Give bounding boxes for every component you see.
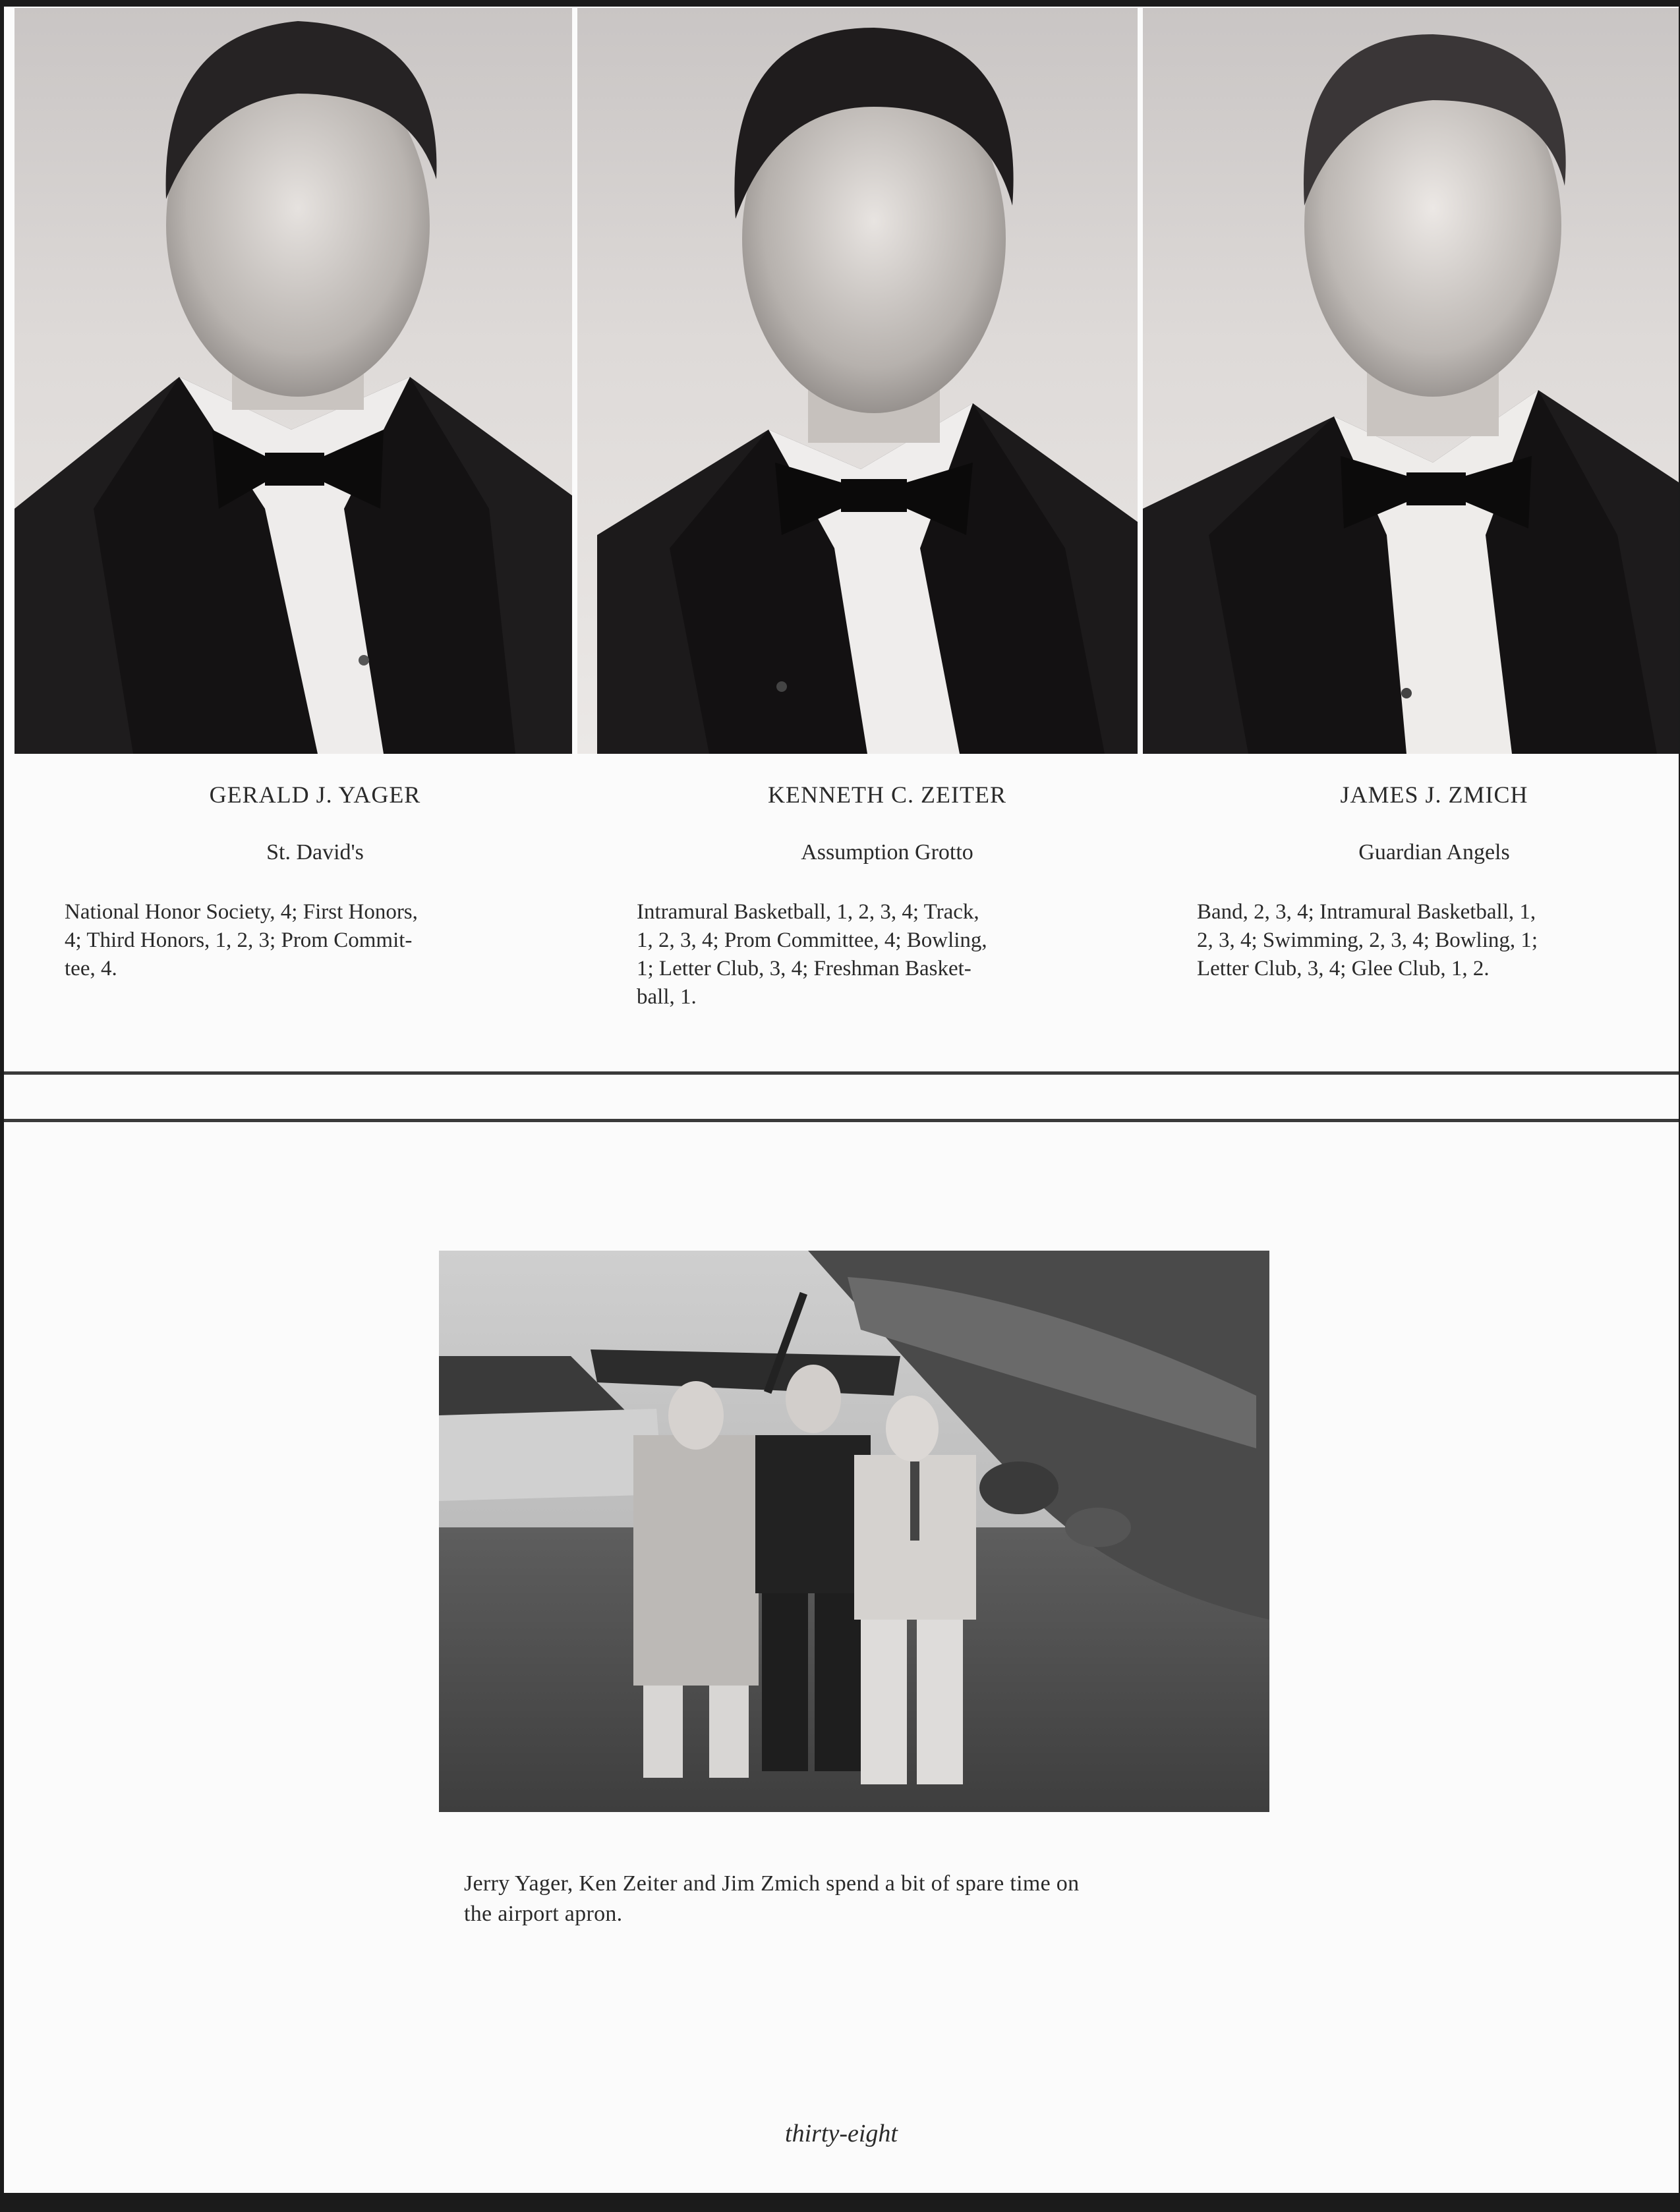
portrait-photo-yager — [14, 8, 572, 754]
student-parish: Guardian Angels — [1358, 840, 1510, 865]
student-activities: Intramural Basketball, 1, 2, 3, 4; Track, 1, 2, 3, 4; Prom Committee, 4; Bowling, 1; Letter Club, 3, 4; Freshman Basket- ball, 1. — [637, 900, 987, 1009]
student-name: JAMES J. ZMICH — [1340, 781, 1528, 808]
section-divider-top — [4, 1071, 1679, 1075]
student-caption-zeiter — [637, 781, 1138, 1011]
section-divider-bottom — [4, 1119, 1679, 1122]
student-caption-yager — [65, 781, 565, 983]
student-name: KENNETH C. ZEITER — [768, 781, 1006, 808]
student-name: GERALD J. YAGER — [209, 781, 421, 808]
yearbook-page — [4, 7, 1679, 2193]
student-caption-zmich — [1197, 781, 1671, 983]
group-photo-airport — [439, 1251, 1269, 1812]
student-activities: National Honor Society, 4; First Honors, 4; Third Honors, 1, 2, 3; Prom Commit- tee, 4. — [65, 900, 418, 980]
student-parish: Assumption Grotto — [801, 840, 973, 865]
group-photo-caption: Jerry Yager, Ken Zeiter and Jim Zmich spend a bit of spare time on the airport apron. — [464, 1871, 1080, 1926]
portrait-photo-zeiter — [577, 8, 1138, 754]
page-number: thirty-eight — [785, 2120, 898, 2147]
portrait-row — [14, 8, 1679, 754]
student-parish: St. David's — [266, 840, 364, 865]
student-activities: Band, 2, 3, 4; Intramural Basketball, 1, 2, 3, 4; Swimming, 2, 3, 4; Bowling, 1; Letter Club, 3, 4; Glee Club, 1, 2. — [1197, 900, 1538, 980]
portrait-photo-zmich — [1143, 8, 1679, 754]
